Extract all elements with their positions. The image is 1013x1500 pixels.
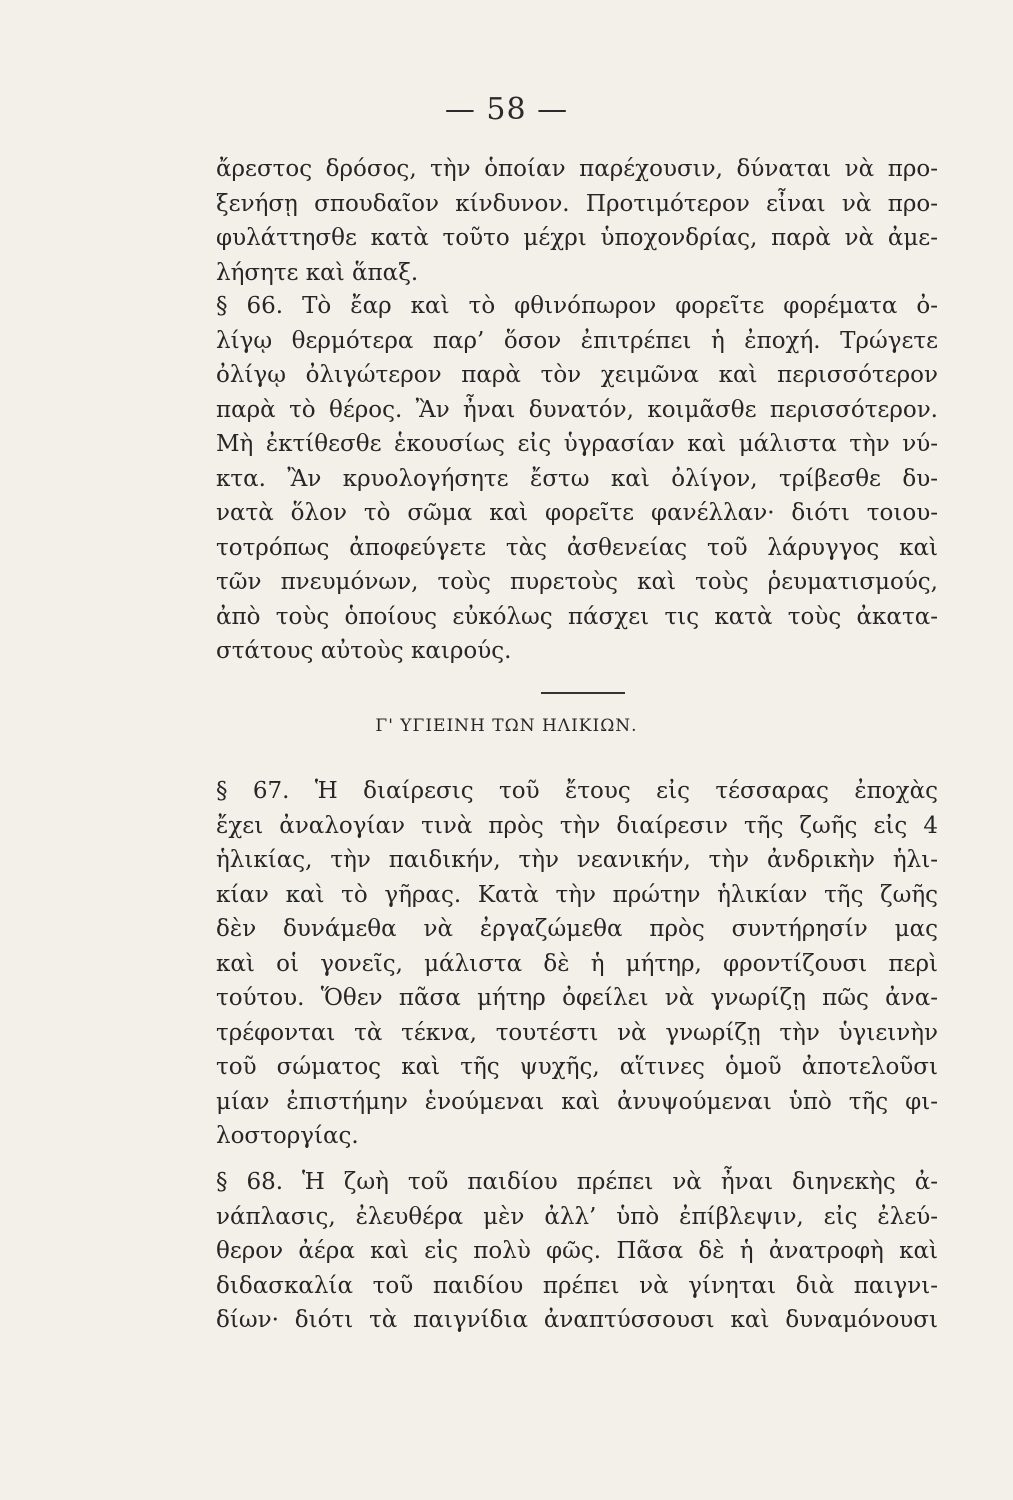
text-line: στάτους αὐτοὺς καιρούς.: [216, 638, 512, 664]
text-line: νάπλασις, ἐλευθέρα μὲν ἀλλ’ ὑπὸ ἐπίβλεψιν, εἰς ἐλεύ-: [216, 1203, 938, 1230]
paragraph-section-68: [216, 1165, 938, 1338]
text-line: τοτρόπως ἀποφεύγετε τὰς ἀσθενείας τοῦ λάρυγγος καὶ: [216, 534, 938, 561]
text-line: τῶν πνευμόνων, τοὺς πυρετοὺς καὶ τοὺς ῥευματισμούς,: [216, 569, 938, 595]
paragraph-continuation: [216, 152, 938, 290]
text-line: κίαν καὶ τὸ γῆρας. Κατὰ τὴν πρώτην ἡλικίαν τῆς ζωῆς: [216, 881, 938, 908]
text-line: φυλάττησθε κατὰ τοῦτο μέχρι ὑποχονδρίας, παρὰ νὰ ἀμε-: [216, 225, 938, 251]
text-line: § 66. Τὸ ἔαρ καὶ τὸ φθινόπωρον φορεῖτε φορέματα ὀ-: [216, 293, 938, 319]
text-line: δὲν δυνάμεθα νὰ ἐργαζώμεθα πρὸς συντήρησίν μας: [216, 916, 938, 942]
text-line: ξενήσῃ σπουδαῖον κίνδυνον. Προτιμότερον εἶναι νὰ προ-: [216, 190, 938, 217]
text-line: παρὰ τὸ θέρος. Ἂν ἦναι δυνατόν, κοιμᾶσθε περισσότερον.: [216, 396, 938, 423]
text-line: ἄρεστος δρόσος, τὴν ὁποίαν παρέχουσιν, δύναται νὰ προ-: [216, 156, 938, 182]
section-heading: Γ' ΥΓΙΕΙΝΗ ΤΩΝ ΗΛΙΚΙΩΝ.: [375, 716, 638, 736]
text-line: § 68. Ἡ ζωὴ τοῦ παιδίου πρέπει νὰ ἦναι διηνεκὴς ἀ-: [216, 1169, 938, 1195]
page-number: — 58 —: [444, 92, 569, 127]
paragraph-section-66: [216, 289, 938, 669]
text-line: ὀλίγῳ ὀλιγώτερον παρὰ τὸν χειμῶνα καὶ περισσότερον: [216, 362, 938, 388]
text-line: κτα. Ἂν κρυολογήσητε ἔστω καὶ ὀλίγον, τρίβεσθε δυ-: [216, 465, 938, 492]
text-line: § 67. Ἡ διαίρεσις τοῦ ἔτους εἰς τέσσαρας ἐποχὰς: [216, 778, 938, 804]
text-line: θερον ἀέρα καὶ εἰς πολὺ φῶς. Πᾶσα δὲ ἡ ἀνατροφὴ καὶ: [216, 1238, 938, 1264]
text-line: δίων· διότι τὰ παιγνίδια ἀναπτύσσουσι καὶ δυναμόνουσι: [216, 1307, 938, 1333]
text-line: λοστοργίας.: [216, 1123, 359, 1149]
text-line: ἡλικίας, τὴν παιδικήν, τὴν νεανικήν, τὴν ἀνδρικὴν ἡλι-: [216, 847, 938, 873]
text-line: λίγῳ θερμότερα παρ’ ὅσον ἐπιτρέπει ἡ ἐποχή. Τρώγετε: [216, 327, 938, 354]
text-line: ἔχει ἀναλογίαν τινὰ πρὸς τὴν διαίρεσιν τῆς ζωῆς εἰς 4: [216, 812, 938, 839]
text-line: τοῦ σώματος καὶ τῆς ψυχῆς, αἵτινες ὁμοῦ ἀποτελοῦσι: [216, 1054, 938, 1080]
text-line: μίαν ἐπιστήμην ἑνούμεναι καὶ ἀνυψούμεναι ὑπὸ τῆς φι-: [216, 1088, 938, 1115]
text-line: νατὰ ὅλον τὸ σῶμα καὶ φορεῖτε φανέλλαν· διότι τοιου-: [216, 500, 938, 526]
text-line: διδασκαλία τοῦ παιδίου πρέπει νὰ γίνηται διὰ παιγνι-: [216, 1272, 938, 1299]
text-line: τούτου. Ὅθεν πᾶσα μήτηρ ὀφείλει νὰ γνωρίζῃ πῶς ἀνα-: [216, 985, 938, 1011]
text-line: Μὴ ἐκτίθεσθε ἑκουσίως εἰς ὑγρασίαν καὶ μάλιστα τὴν νύ-: [216, 431, 938, 457]
paragraph-section-67: [216, 774, 938, 1154]
text-line: τρέφονται τὰ τέκνα, τουτέστι νὰ γνωρίζῃ τὴν ὑγιεινὴν: [216, 1019, 938, 1046]
text-line: καὶ οἱ γονεῖς, μάλιστα δὲ ἡ μήτηρ, φροντίζουσι περὶ: [216, 950, 938, 977]
text-line: ἀπὸ τοὺς ὁποίους εὐκόλως πάσχει τις κατὰ τοὺς ἀκατα-: [216, 603, 938, 630]
text-line: λήσητε καὶ ἅπαξ.: [216, 259, 419, 286]
section-divider: [541, 692, 625, 694]
